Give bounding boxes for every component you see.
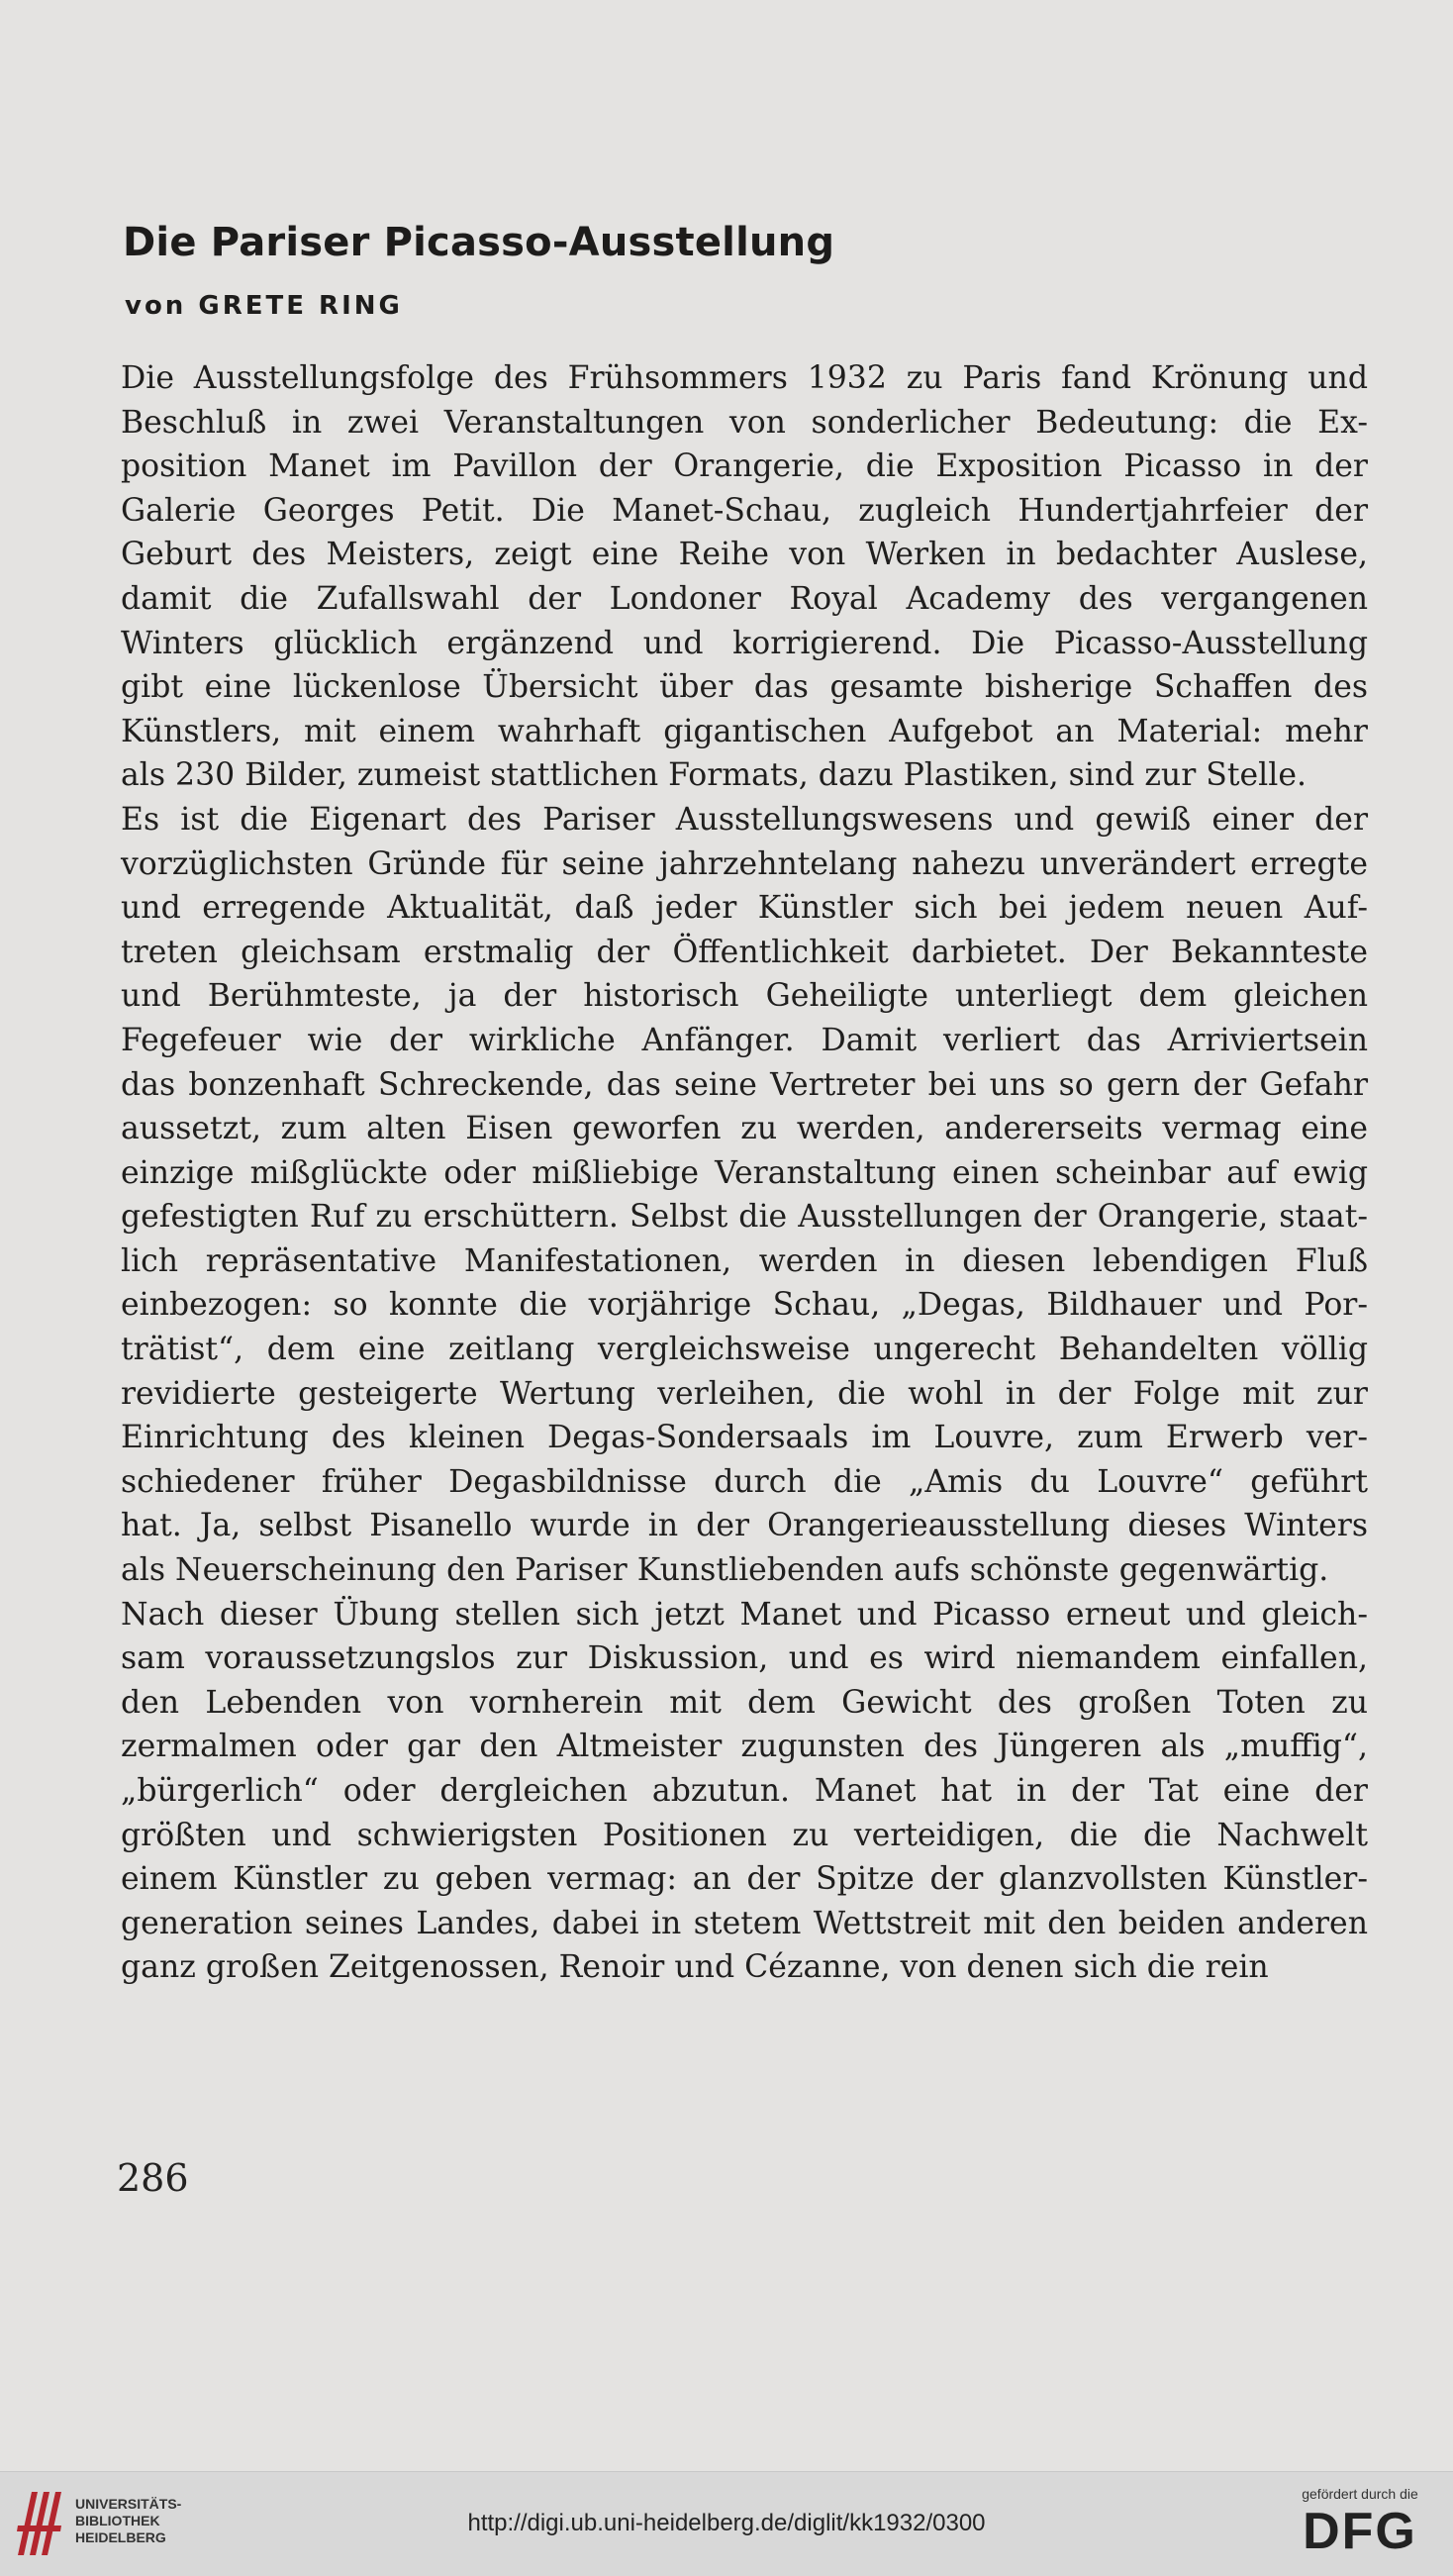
text-line: hat. Ja, selbst Pisanello wurde in der Orangerieausstellung dieses Winters	[121, 1508, 1368, 1544]
text-line: das bonzenhaft Schreckende, das seine Vertreter bei uns so gern der Gefahr	[121, 1066, 1368, 1103]
text-line: Es ist die Eigenart des Pariser Ausstellungswesens und gewiß einer der	[121, 801, 1368, 838]
text-line: lich repräsentative Manifestationen, werden in diesen lebendigen Fluß	[121, 1242, 1368, 1279]
text-line: Die Ausstellungsfolge des Frühsommers 1932 zu Paris fand Krönung und	[121, 360, 1368, 396]
article-body	[121, 356, 1368, 1990]
text-line: Einrichtung des kleinen Degas-Sondersaals im Louvre, zum Erwerb ver-	[121, 1420, 1368, 1456]
text-line: gefestigten Ruf zu erschüttern. Selbst die Ausstellungen der Orangerie, staat-	[121, 1199, 1368, 1236]
digitization-footer	[0, 2471, 1453, 2576]
text-line: einzige mißglückte oder mißliebige Veranstaltung einen scheinbar auf ewig	[121, 1154, 1368, 1191]
library-name-line: HEIDELBERG	[75, 2529, 166, 2545]
text-line: aussetzt, zum alten Eisen geworfen zu werden, andererseits vermag eine	[121, 1111, 1368, 1147]
library-name-line: UNIVERSITÄTS-	[75, 2496, 182, 2512]
text-line: einem Künstler zu geben vermag: an der Spitze der glanzvollsten Künstler-	[121, 1861, 1368, 1898]
text-line: schiedener früher Degasbildnisse durch die „Amis du Louvre“ geführt	[121, 1463, 1368, 1500]
text-line: ganz großen Zeitgenossen, Renoir und Cézanne, von denen sich die rein	[121, 1949, 1269, 1986]
text-line: treten gleichsam erstmalig der Öffentlichkeit darbietet. Der Bekannteste	[121, 934, 1368, 970]
text-line: trätist“, dem eine zeitlang vergleichsweise ungerecht Behandelten völlig	[121, 1332, 1368, 1368]
text-line: größten und schwierigsten Positionen zu verteidigen, die die Nachwelt	[121, 1817, 1368, 1853]
text-line: damit die Zufallswahl der Londoner Royal Academy des vergangenen	[121, 580, 1368, 617]
text-line: Winters glücklich ergänzend und korrigierend. Die Picasso-Ausstellung	[121, 625, 1368, 661]
text-line: als Neuerscheinung den Pariser Kunstliebenden aufs schönste gegenwärtig.	[121, 1552, 1329, 1589]
text-line: Geburt des Meisters, zeigt eine Reihe von Werken in bedachter Auslese,	[121, 537, 1368, 573]
text-line: Fegefeuer wie der wirkliche Anfänger. Damit verliert das Arriviertsein	[121, 1022, 1368, 1058]
library-name-line: BIBLIOTHEK	[75, 2513, 160, 2528]
dfg-logo-icon[interactable]: DFG	[1303, 2503, 1417, 2560]
text-line: als 230 Bilder, zumeist stattlichen Formats, dazu Plastiken, sind zur Stelle.	[121, 757, 1307, 794]
text-line: revidierte gesteigerte Wertung verleihen, die wohl in der Folge mit zur	[121, 1375, 1368, 1412]
text-line: zermalmen oder gar den Altmeister zugunsten des Jüngeren als „muffig“,	[121, 1729, 1368, 1765]
text-line: Beschluß in zwei Veranstaltungen von sonderlicher Bedeutung: die Ex-	[121, 404, 1368, 441]
text-line: einbezogen: so konnte die vorjährige Schau, „Degas, Bildhauer und Por-	[121, 1287, 1368, 1324]
article-byline: von GRETE RING	[125, 291, 403, 321]
text-line: und erregende Aktualität, daß jeder Künstler sich bei jedem neuen Auf-	[121, 890, 1368, 927]
text-line: vorzüglichsten Gründe für seine jahrzehntelang nahezu unverändert erregte	[121, 845, 1368, 882]
sponsor-block	[1281, 2486, 1439, 2561]
text-line: position Manet im Pavillon der Orangerie, die Exposition Picasso in der	[121, 448, 1368, 485]
text-line: gibt eine lückenlose Übersicht über das gesamte bisherige Schaffen des	[121, 669, 1368, 706]
text-line: den Lebenden von vornherein mit dem Gewicht des großen Toten zu	[121, 1684, 1368, 1721]
sponsor-label: gefördert durch die	[1302, 2486, 1418, 2502]
text-line: Künstlers, mit einem wahrhaft gigantischen Aufgebot an Material: mehr	[121, 713, 1368, 749]
article-title: Die Pariser Picasso-Ausstellung	[123, 220, 835, 265]
source-url-link[interactable]: http://digi.ub.uni-heidelberg.de/diglit/kk1932/0300	[467, 2510, 986, 2536]
text-line: Nach dieser Übung stellen sich jetzt Manet und Picasso erneut und gleich-	[121, 1596, 1368, 1633]
text-line: „bürgerlich“ oder dergleichen abzutun. Manet hat in der Tat eine der	[121, 1773, 1368, 1809]
text-line: sam voraussetzungslos zur Diskussion, und es wird niemandem einfallen,	[121, 1640, 1368, 1677]
text-line: und Berühmteste, ja der historisch Geheiligte unterliegt dem gleichen	[121, 978, 1368, 1015]
page-number: 286	[117, 2156, 189, 2200]
text-line: generation seines Landes, dabei in stetem Wettstreit mit den beiden anderen	[121, 1905, 1368, 1941]
text-line: Galerie Georges Petit. Die Manet-Schau, zugleich Hundertjahrfeier der	[121, 492, 1368, 529]
